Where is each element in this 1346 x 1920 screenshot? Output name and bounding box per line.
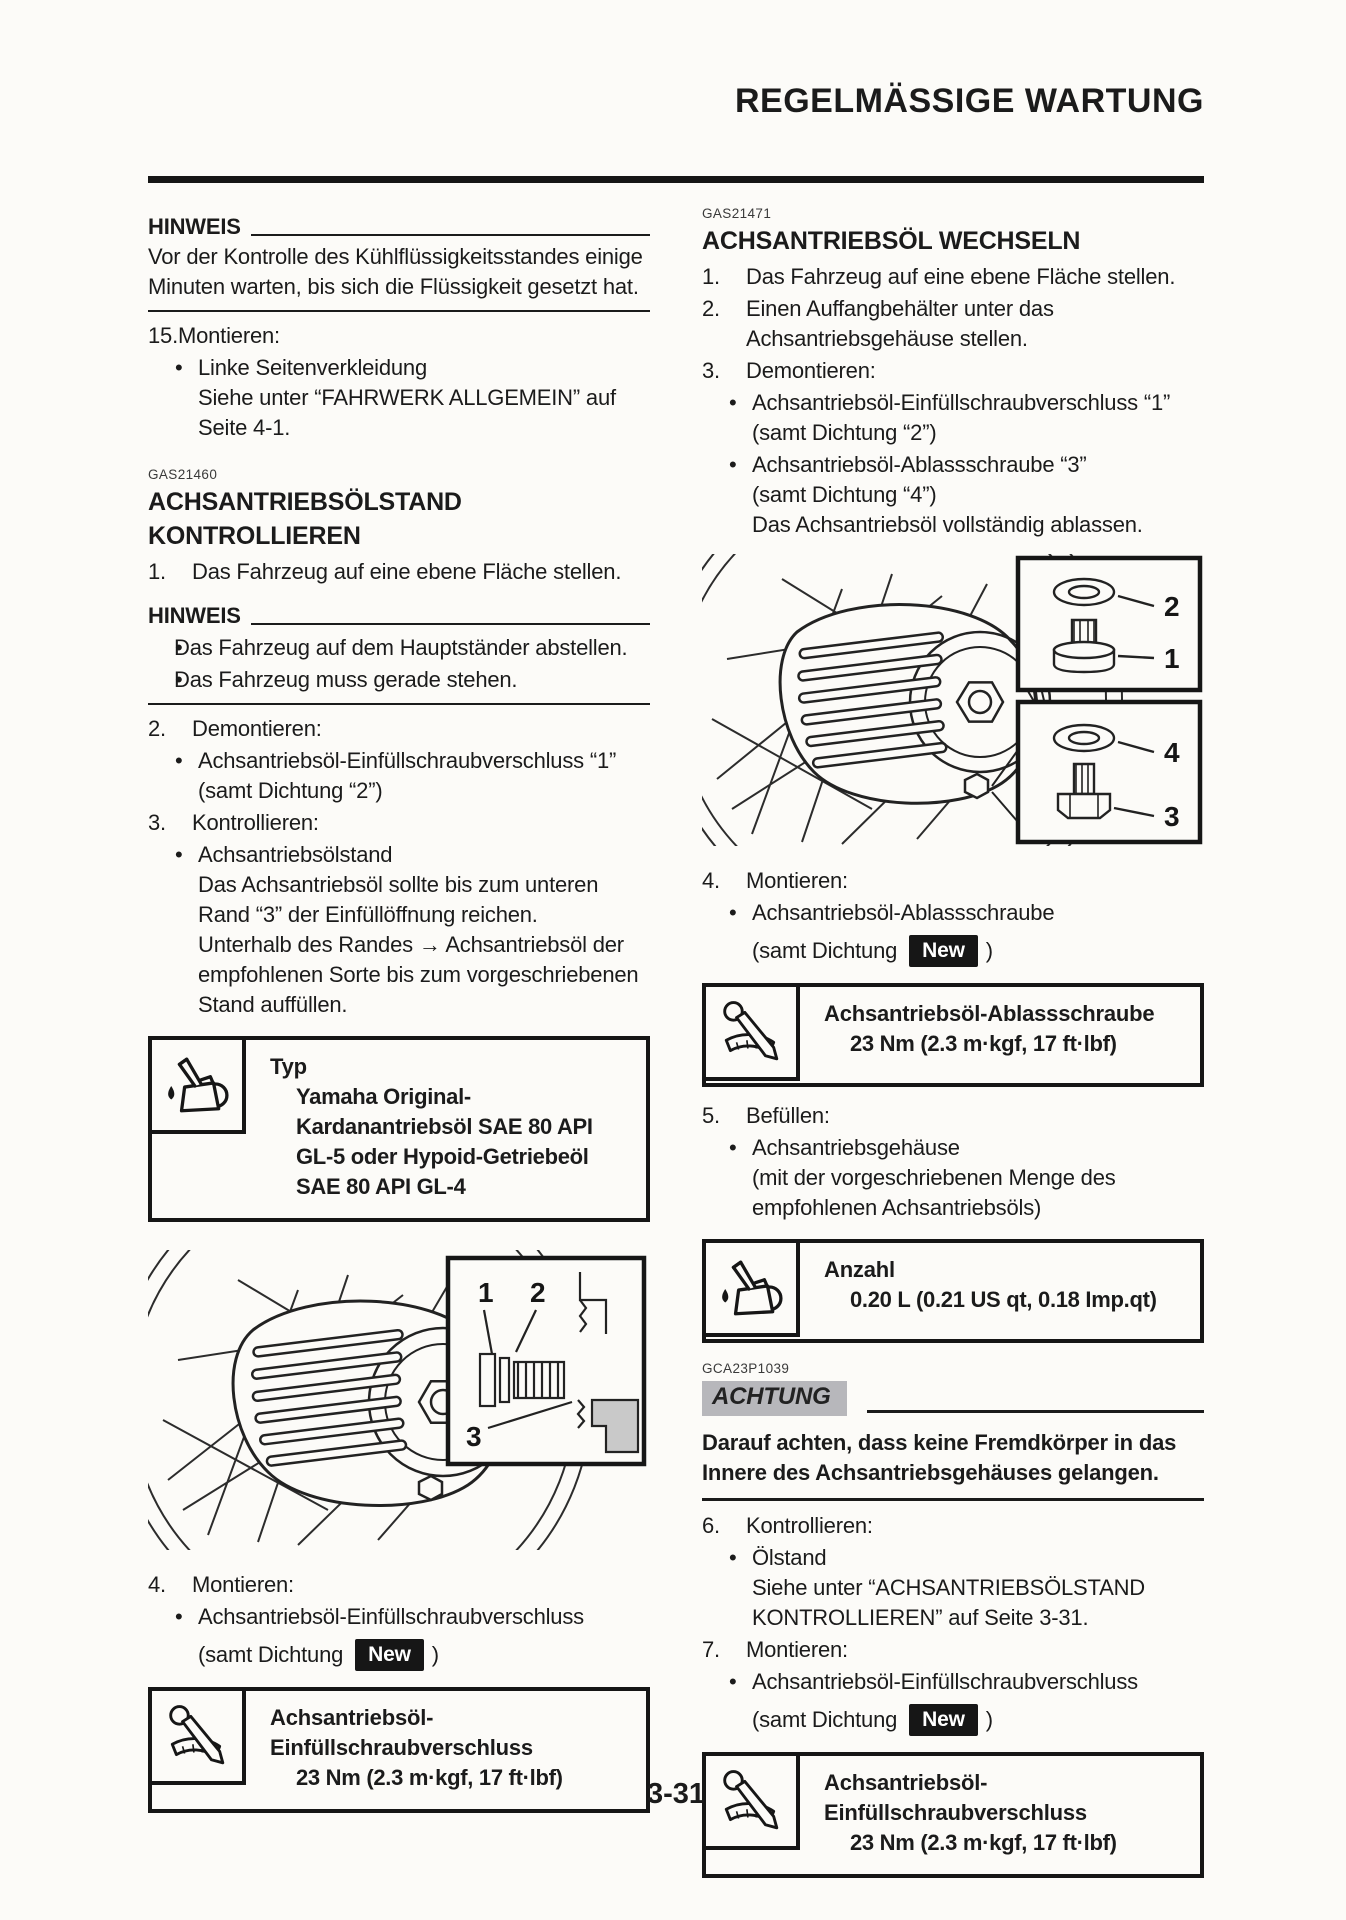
section-code: GAS21460 (148, 467, 218, 482)
note-block (148, 601, 650, 705)
step-number: 3. (148, 810, 166, 835)
seal-note (148, 1639, 650, 1671)
torque-wrench-icon (164, 1703, 230, 1769)
left-column (148, 198, 650, 1892)
note-rule (251, 623, 650, 625)
step-1 (148, 557, 650, 587)
step-number: 2. (702, 296, 720, 321)
new-badge: New (355, 1639, 424, 1671)
seal-note (702, 935, 1204, 967)
step-7-item: • Achsantriebsöl-Einfüllschraubverschluss (702, 1667, 1204, 1697)
step-title: Befüllen: (746, 1103, 830, 1128)
part-label: 2 (530, 1277, 546, 1308)
step-15-item: • Linke Seitenverkleidung (148, 353, 650, 383)
new-badge: New (909, 1704, 978, 1736)
note-rule (251, 234, 650, 236)
torque-item-name: Achsantriebsöl-Ablassschraube (824, 1001, 1155, 1026)
seal-suffix: ) (431, 1642, 439, 1667)
part-label: 1 (478, 1277, 494, 1308)
oil-can-icon (164, 1052, 230, 1118)
seal-prefix: (samt Dichtung (752, 1707, 898, 1732)
spec-value: Yamaha Original-Kardanantriebsöl SAE 80 API GL-5 oder Hypoid-Getriebeöl SAE 80 API GL-4 (296, 1084, 593, 1199)
step-15-reference: Siehe unter “FAHRWERK ALLGEMEIN” auf Seite 4-1. (198, 385, 616, 440)
caution-badge: ACHTUNG (702, 1381, 847, 1416)
section-title: ACHSANTRIEBSÖL WECHSELN (702, 227, 1081, 255)
step-number: 1. (148, 559, 166, 584)
step-3-item: • Achsantriebsöl-Ablassschraube “3” (702, 450, 1204, 480)
step-text: Das Fahrzeug auf eine ebene Fläche stellen. (192, 559, 622, 584)
step-title: Montieren: (192, 1572, 294, 1597)
new-badge: New (909, 935, 978, 967)
caution-text: Darauf achten, dass keine Fremdkörper in das Innere des Achsantriebsgehäuses gelangen. (702, 1430, 1177, 1485)
note-item: • Das Fahrzeug auf dem Hauptständer abstellen. (148, 633, 650, 663)
note-label: HINWEIS (148, 214, 241, 239)
amount-value: 0.20 L (0.21 US qt, 0.18 Imp.qt) (850, 1287, 1157, 1312)
step-3-detail: Unterhalb des Randes → Achsantriebsöl der empfohlenen Sorte bis zum vorgeschriebenen Stand auffüllen. (198, 932, 639, 1017)
step-6-detail: Siehe unter “ACHSANTRIEBSÖLSTAND KONTROLLIEREN” auf Seite 3-31. (752, 1575, 1145, 1630)
step-1 (702, 262, 1204, 292)
caution-block (702, 1381, 1204, 1416)
step-2 (702, 294, 1204, 354)
oil-amount-spec-box (702, 1239, 1204, 1343)
seal-suffix: ) (985, 1707, 993, 1732)
step-number: 6. (702, 1513, 720, 1538)
torque-value: 23 Nm (2.3 m·kgf, 17 ft·lbf) (296, 1765, 563, 1790)
right-column (702, 198, 1204, 1892)
step-3-detail: Das Achsantriebsöl sollte bis zum unteren Rand “3” der Einfüllöffnung reichen. (198, 872, 599, 927)
torque-value: 23 Nm (2.3 m·kgf, 17 ft·lbf) (850, 1830, 1117, 1855)
torque-value: 23 Nm (2.3 m·kgf, 17 ft·lbf) (850, 1031, 1117, 1056)
step-text: Einen Auffangbehälter unter das Achsantriebsgehäuse stellen. (746, 296, 1054, 351)
step-2 (148, 714, 650, 744)
torque-spec-box (702, 983, 1204, 1087)
header-divider (148, 176, 1204, 183)
page-number: 3-31 (646, 1778, 706, 1810)
step-3-item-note: (samt Dichtung “2”) (752, 420, 937, 445)
step-number: 2. (148, 716, 166, 741)
step-3 (702, 356, 1204, 386)
torque-spec-box (702, 1752, 1204, 1878)
part-label: 3 (466, 1421, 482, 1452)
step-title: Montieren: (746, 1637, 848, 1662)
step-4 (148, 1570, 650, 1600)
part-label: 4 (1164, 737, 1180, 768)
spec-label: Typ (270, 1054, 307, 1079)
step-title: Demontieren: (192, 716, 322, 741)
step-number: 4. (148, 1572, 166, 1597)
step-3-item: • Achsantriebsöl-Einfüllschraubverschluss “1” (702, 388, 1204, 418)
step-6-item: • Ölstand (702, 1543, 1204, 1573)
step-3-item-note: (samt Dichtung “4”) (752, 482, 937, 507)
caution-end-rule (702, 1498, 1204, 1501)
step-number: 7. (702, 1637, 720, 1662)
step-5 (702, 1101, 1204, 1131)
final-drive-oil-level-diagram (148, 1250, 650, 1550)
final-drive-oil-change-diagram (702, 554, 1204, 846)
step-3-item: • Achsantriebsölstand (148, 840, 650, 870)
part-label: 2 (1164, 591, 1180, 622)
seal-suffix: ) (985, 938, 993, 963)
section-code: GAS21471 (702, 206, 772, 221)
step-number: 3. (702, 358, 720, 383)
note-end-rule (148, 310, 650, 312)
note-block (148, 212, 650, 312)
step-3 (148, 808, 650, 838)
step-number: 1. (702, 264, 720, 289)
caution-code: GCA23P1039 (702, 1361, 790, 1376)
section-title: ACHSANTRIEBSÖLSTAND KONTROLLIEREN (148, 488, 462, 550)
note-item: • Das Fahrzeug muss gerade stehen. (148, 665, 650, 695)
step-5-item-note: (mit der vorgeschriebenen Menge des empfohlenen Achsantriebsöls) (752, 1165, 1116, 1220)
step-title: Kontrollieren: (746, 1513, 873, 1538)
step-3-detail: Das Achsantriebsöl vollständig ablassen. (752, 512, 1143, 537)
page-title: REGELMÄSSIGE WARTUNG (734, 82, 1204, 120)
oil-type-spec-box (148, 1036, 650, 1222)
step-2-item: • Achsantriebsöl-Einfüllschraubverschluss “1” (148, 746, 650, 776)
step-4 (702, 866, 1204, 896)
note-end-rule (148, 703, 650, 705)
step-5-item: • Achsantriebsgehäuse (702, 1133, 1204, 1163)
step-title: Kontrollieren: (192, 810, 319, 835)
oil-can-icon (718, 1255, 784, 1321)
amount-label: Anzahl (824, 1257, 895, 1282)
two-column-layout (148, 198, 1204, 1892)
step-number: 5. (702, 1103, 720, 1128)
step-6 (702, 1511, 1204, 1541)
step-number: 4. (702, 868, 720, 893)
note-label: HINWEIS (148, 603, 241, 628)
torque-item-name: Achsantriebsöl-Einfüllschraubverschluss (270, 1705, 533, 1760)
seal-prefix: (samt Dichtung (198, 1642, 344, 1667)
step-4-item: • Achsantriebsöl-Einfüllschraubverschluss (148, 1602, 650, 1632)
torque-wrench-icon (718, 999, 784, 1065)
step-4-item: • Achsantriebsöl-Ablassschraube (702, 898, 1204, 928)
torque-item-name: Achsantriebsöl-Einfüllschraubverschluss (824, 1770, 1087, 1825)
part-label: 3 (1164, 801, 1180, 832)
seal-note (702, 1704, 1204, 1736)
part-label: 1 (1164, 643, 1180, 674)
seal-prefix: (samt Dichtung (752, 938, 898, 963)
note-text: Vor der Kontrolle des Kühlflüssigkeitsstandes einige Minuten warten, bis sich die Flüssigkeit gesetzt hat. (148, 244, 643, 299)
step-text: Das Fahrzeug auf eine ebene Fläche stellen. (746, 264, 1176, 289)
step-title: Montieren: (746, 868, 848, 893)
step-15: 15.Montieren: (148, 323, 280, 348)
step-2-item-note: (samt Dichtung “2”) (198, 778, 383, 803)
caution-rule (867, 1410, 1204, 1413)
step-7 (702, 1635, 1204, 1665)
step-title: Demontieren: (746, 358, 876, 383)
